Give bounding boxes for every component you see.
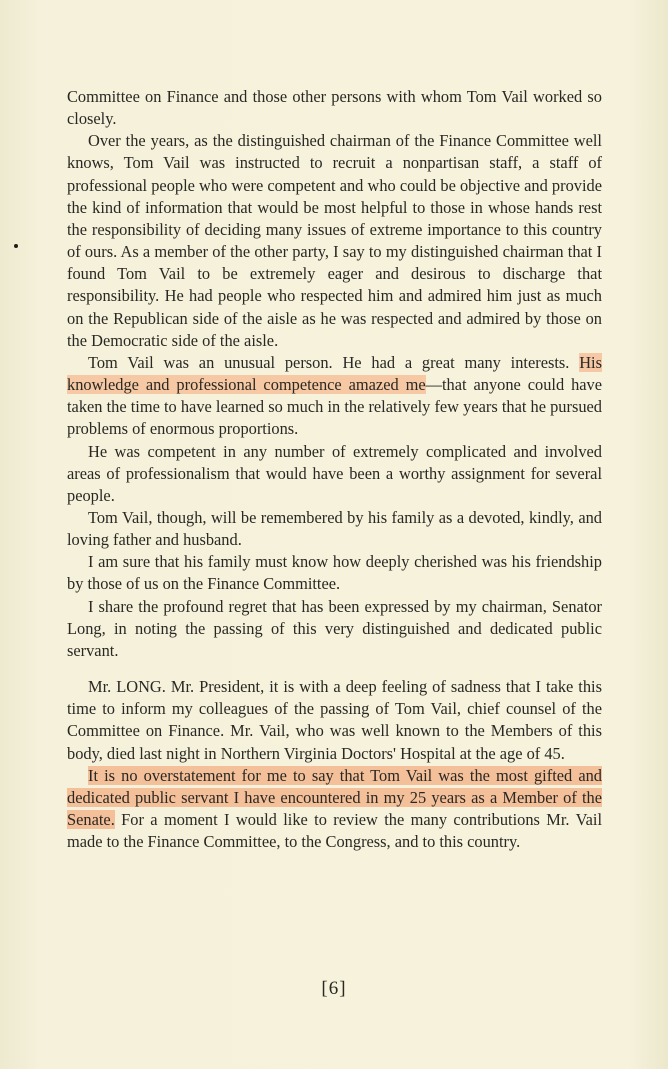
paragraph-5: Tom Vail, though, will be remembered by his family as a devoted, kindly, and loving father and husband. <box>67 507 602 550</box>
paragraph-7: I share the profound regret that has been expressed by my chairman, Senator Long, in noting the passing of this very distinguished and dedicated public servant. <box>67 596 602 660</box>
paragraph-9 <box>67 765 602 854</box>
paragraph-9-rest: For a moment I would like to review the many contributions Mr. Vail made to the Finance Committee, to the Congress, and to this country. <box>67 810 602 852</box>
highlighted-passage-2: It is no overstatement for me to say that Tom Vail was the most gifted and dedicated public servant I have encountered in my 25 years as a Member of the Senate. <box>67 765 602 829</box>
paragraph-4: He was competent in any number of extremely complicated and involved areas of professionalism that would have been a worthy assignment for several people. <box>67 441 602 505</box>
paragraph-3-lead: Tom Vail was an unusual person. He had a great many interests. <box>88 352 570 372</box>
margin-dot <box>14 244 18 248</box>
paragraph-1: Committee on Finance and those other persons with whom Tom Vail worked so closely. <box>67 87 602 129</box>
paragraph-6: I am sure that his family must know how deeply cherished was his friendship by those of us on the Finance Committee. <box>67 552 602 594</box>
body-text <box>67 86 602 853</box>
paragraph-8: Mr. LONG. Mr. President, it is with a deep feeling of sadness that I take this time to inform my colleagues of the passing of Tom Vail, chief counsel of the Committee on Finance. Mr. Vail, who was well known to the Members of this body, died last night in Northern Virginia Doctors' Hospital at the age of 45. <box>67 677 602 763</box>
paragraph-2: Over the years, as the distinguished chairman of the Finance Committee well knows, Tom Vail was instructed to recruit a nonpartisan staff, a staff of professional people who were competent and who could be objective and provide the kind of information that would be most helpful to those in whose hands rest the responsibility of deciding many issues of extreme importance to this country of ours. As a member of the other party, I say to my distinguished chairman that I found Tom Vail to be extremely eager and desirous to discharge that responsibility. He had people who respected him and admired him just as much on the Republican side of the aisle as he was respected and admired by those on the Democratic side of the aisle. <box>67 131 602 350</box>
page-number: [6] <box>321 978 347 999</box>
paragraph-3-rest: —that anyone could have taken the time to have learned so much in the relatively few years that he pursued problems of enormous proportions. <box>67 375 603 439</box>
highlighted-passage-1: His knowledge and professional competence amazed me <box>67 352 602 395</box>
paragraph-3 <box>67 352 602 441</box>
